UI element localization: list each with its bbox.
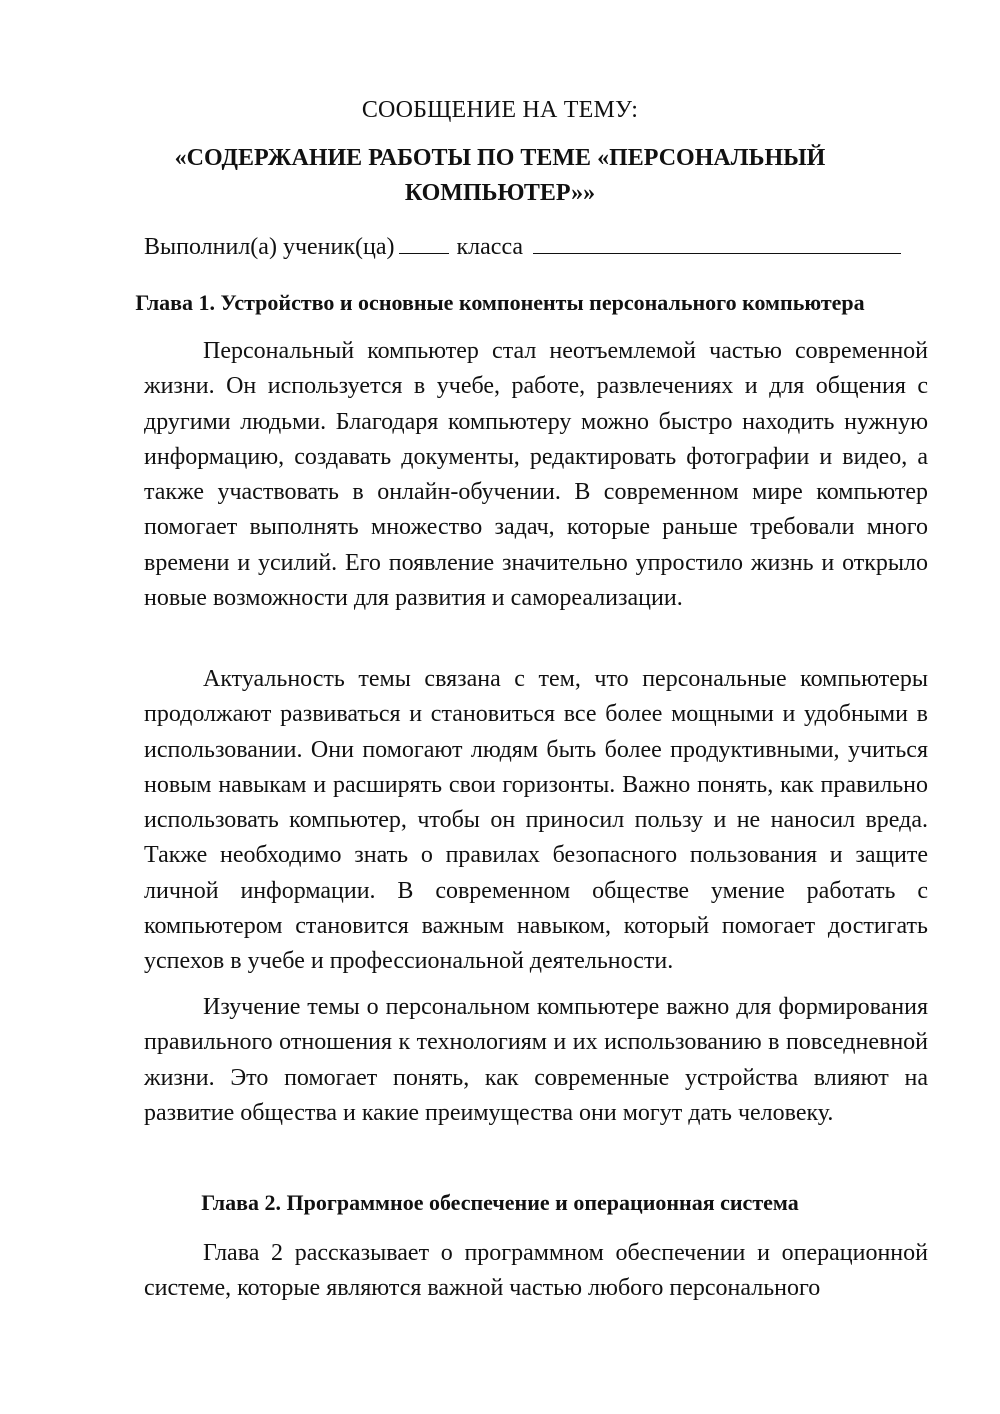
class-name-blank (533, 229, 901, 254)
document-title-line-2: КОМПЬЮТЕР»» (404, 180, 596, 206)
author-label: Выполнил(а) ученик(ца) (144, 234, 395, 260)
chapter-1-paragraph-1: Персональный компьютер стал неотъемлемой частью современной жизни. Он используется в учебе, работе, развлечениях и для общения с другими людьми. Благодаря компьютеру можно быстро находить нужную информацию, создавать документы, редактировать фотографии и видео, а также участвовать в онлайн-обучении. В современном мире компьютер помогает выполнять множество задач, которые раньше требовали много времени и усилий. Его появление значительно упростило жизнь и открыло новые возможности для развития и самореализации. (144, 338, 928, 612)
chapter-1-heading: Глава 1. Устройство и основные компоненты персонального компьютера (135, 290, 865, 315)
document-topic-line: СООБЩЕНИЕ НА ТЕМУ: (361, 97, 639, 123)
class-label: класса (456, 234, 524, 260)
chapter-2-paragraph-1: Глава 2 рассказывает о программном обеспечении и операционной системе, которые являются важной частью любого персонального (144, 1240, 928, 1302)
chapter-1-paragraph-2: Актуальность темы связана с тем, что персональные компьютеры продолжают развиваться и становиться все более мощными и удобными в использовании. Они помогают людям быть более продуктивными, учиться новым навыкам и расширять свои горизонты. Важно понять, как правильно использовать компьютер, чтобы он приносил пользу и не наносил вреда. Также необходимо знать о правилах безопасного пользования и защите личной информации. В современном обществе умение работать с компьютером становится важным навыком, который помогает достигать успехов в учебе и профессиональной деятельности. (144, 666, 928, 975)
author-line (144, 229, 924, 265)
document-title-line-1: «СОДЕРЖАНИЕ РАБОТЫ ПО ТЕМЕ «ПЕРСОНАЛЬНЫЙ (174, 145, 826, 171)
grade-blank (399, 229, 449, 254)
chapter-2-heading: Глава 2. Программное обеспечение и операционная система (201, 1190, 799, 1215)
chapter-1-paragraph-3: Изучение темы о персональном компьютере важно для формирования правильного отношения к технологиям и их использованию в повседневной жизни. Это помогает понять, как современные устройства влияют на развитие общества и какие преимущества они могут дать человеку. (144, 994, 928, 1126)
